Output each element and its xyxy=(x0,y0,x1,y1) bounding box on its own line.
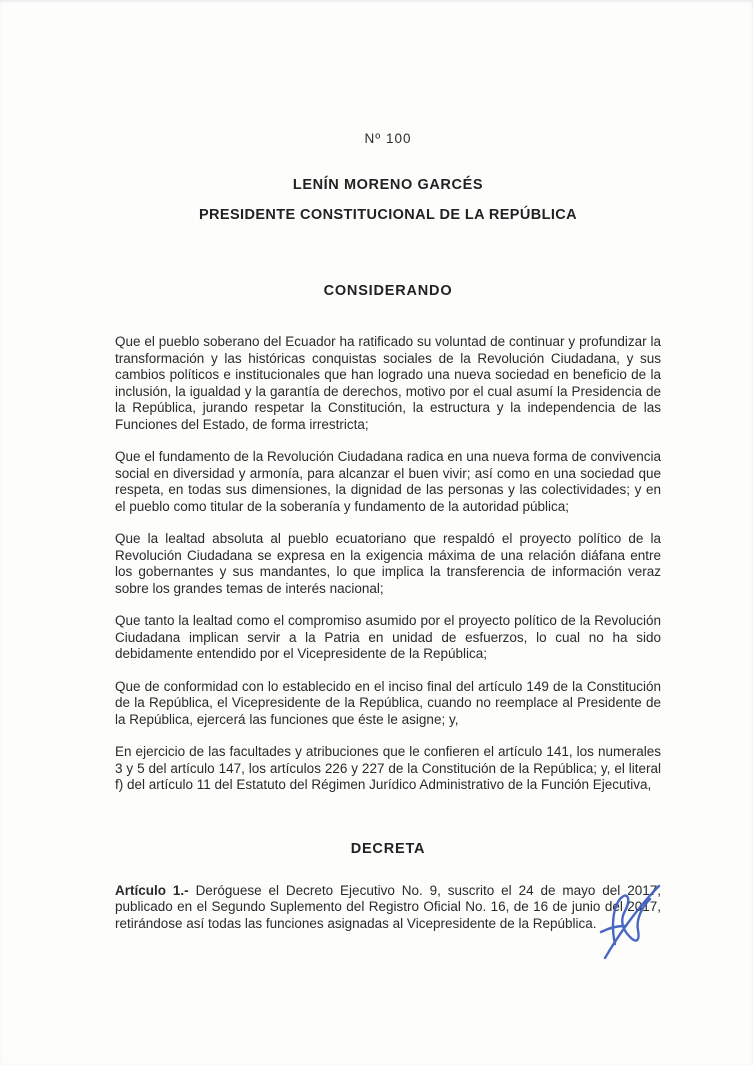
decree-number: Nº 100 xyxy=(364,131,412,146)
article-1-label: Artículo 1.- xyxy=(115,882,189,898)
considerando-heading: CONSIDERANDO xyxy=(323,283,453,299)
considerando-paragraphs xyxy=(115,334,661,794)
decreta-heading: DECRETA xyxy=(350,840,426,857)
considerando-paragraph: En ejercicio de las facultades y atribuciones que le confieren el artículo 141, los numerales 3 y 5 del artículo 147, los artículos 226 y 227 de la Constitución de la República; y, el literal f) del artículo 11 del Estatuto del Régimen Jurídico Administrativo de la Función Ejecutiva, xyxy=(115,744,661,792)
document-body xyxy=(115,0,661,932)
considerando-paragraph: Que el pueblo soberano del Ecuador ha ratificado su voluntad de continuar y profundizar la transformación y las históricas conquistas sociales de la Revolución Ciudadana, y sus cambios políticos e institucionales que han logrado una nueva sociedad en beneficio de la inclusión, la igualdad y la garantía de derechos, motivo por el cual asumí la Presidencia de la República, jurando respetar la Constitución, la estructura y la independencia de las Funciones del Estado, de forma irrestricta; xyxy=(115,334,661,432)
article-1-text: Deróguese el Decreto Ejecutivo No. 9, suscrito el 24 de mayo del 2017, publicado en el Segundo Suplemento del Registro Oficial No. 16, de 16 de junio del 2017, retirándose así todas las funciones asignadas al Vicepresidente de la República. xyxy=(115,882,661,931)
president-name: LENÍN MORENO GARCÉS xyxy=(292,177,484,193)
considerando-paragraph: Que de conformidad con lo establecido en el inciso final del artículo 149 de la Constitución de la República, el Vicepresidente de la República, cuando no reemplace al Presidente de la República, ejercerá las funciones que éste le asigne; y, xyxy=(115,678,661,727)
considerando-paragraph: Que tanto la lealtad como el compromiso asumido por el proyecto político de la Revolución Ciudadana implican servir a la Patria en unidad de esfuerzos, lo cual no ha sido debidamente entendido por el Vicepresidente de la República; xyxy=(115,613,661,661)
article-1 xyxy=(115,883,661,933)
president-title: PRESIDENTE CONSTITUCIONAL DE LA REPÚBLICA xyxy=(198,207,578,223)
considerando-paragraph: Que el fundamento de la Revolución Ciudadana radica en una nueva forma de convivencia social en diversidad y armonía, para alcanzar el buen vivir; así como en una sociedad que respeta, en todas sus dimensiones, la dignidad de las personas y las colectividades; y en el pueblo como titular de la soberanía y fundamento de la autoridad pública; xyxy=(115,449,661,514)
considerando-paragraph: Que la lealtad absoluta al pueblo ecuatoriano que respaldó el proyecto político de la Revolución Ciudadana se expresa en la exigencia máxima de una relación diáfana entre los gobernantes y sus mandantes, lo que implica la transferencia de información veraz sobre los grandes temas de interés nacional; xyxy=(115,531,661,596)
